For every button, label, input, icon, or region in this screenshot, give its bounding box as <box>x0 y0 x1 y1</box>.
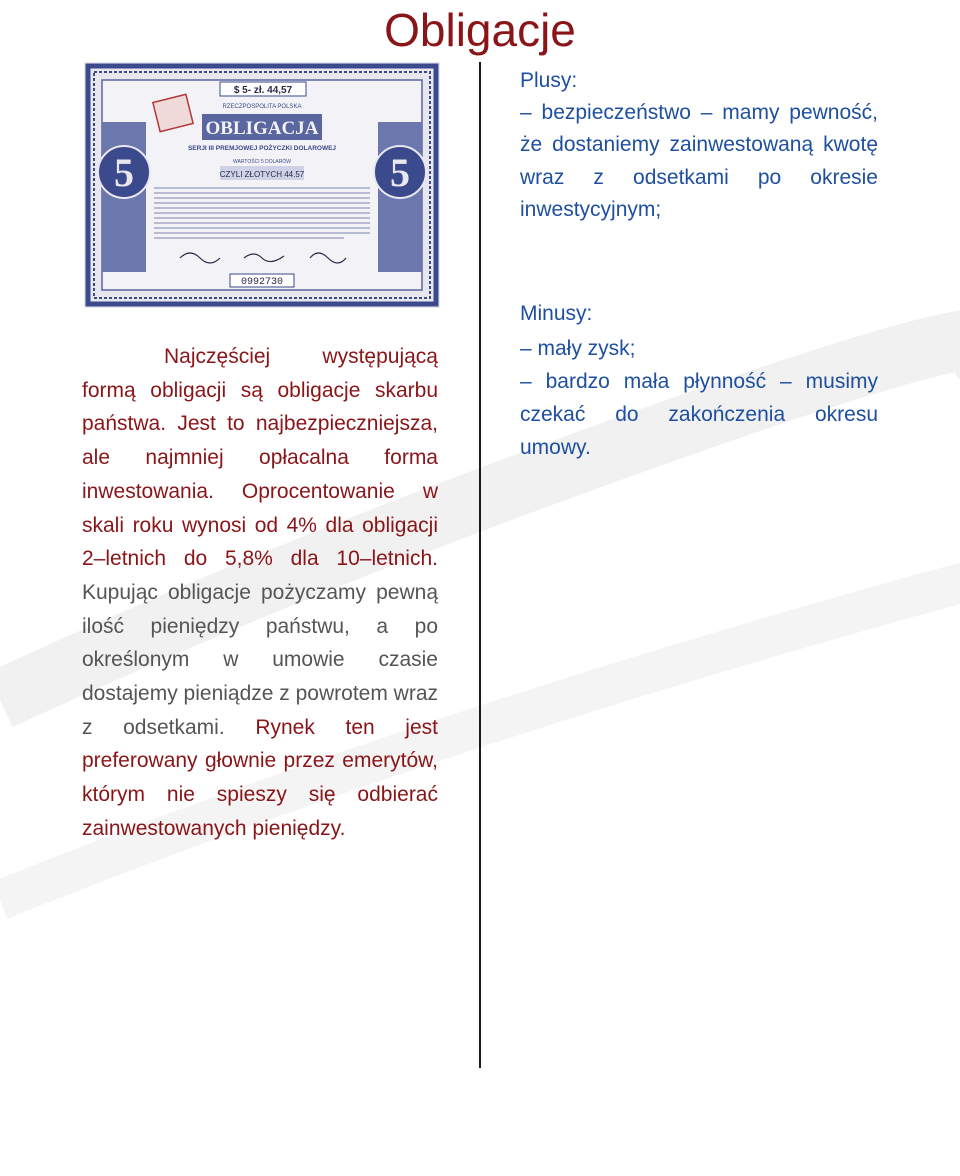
column-divider <box>479 62 481 1068</box>
bond-value-line: WARTOŚCI 5 DOLARÓW <box>233 159 291 165</box>
minusy-list <box>520 332 878 464</box>
paragraph-intro: Najczęściej występującą formą obligacji są obligacje skarbu państwa. Jest to najbezpieczniejsza, ale najmniej opłacalna forma inwestowania. Oprocentowanie w skali roku wynosi od 4% dla obligacji 2–letnich do 5,8% dla 10–letnich. <box>82 345 438 571</box>
bond-denomination-left: 5 <box>114 150 134 195</box>
bond-series: SERJI III PREMJOWEJ POŻYCZKI DOLAROWEJ <box>187 145 337 152</box>
page-title: Obligacje <box>384 4 576 56</box>
bond-heading: OBLIGACJA <box>205 118 319 139</box>
bond-number: 0992730 <box>240 277 284 288</box>
minusy-item: – mały zysk; <box>520 337 636 360</box>
minusy-item: – bardzo mała płynność – musimy czekać do zakończenia okresu umowy. <box>520 370 878 459</box>
plusy-text: – bezpieczeństwo – mamy pewność, że dostaniemy zainwestowaną kwotę wraz z odsetkami po okresie inwestycyjnym; <box>520 101 878 222</box>
bond-certificate-image <box>84 62 440 308</box>
bond-value-zloty: CZYLI ZŁOTYCH 44.57 <box>219 170 305 179</box>
bond-denomination-right: 5 <box>390 150 410 195</box>
paragraph-market: Rynek ten jest preferowany głownie przez emerytów, którym nie spieszy się odbierać zainwestowanych pieniędzy. <box>82 715 438 840</box>
bond-header: $ 5- zł. 44,57 <box>233 85 293 96</box>
bond-country: RZECZPOSPOLITA POLSKA <box>222 104 302 110</box>
paragraph-buying: Kupując obligacje pożyczamy pewną ilość pieniędzy państwu, a po określonym w umowie czasie dostajemy pieniądze z powrotem wraz z odsetkami. <box>82 580 438 739</box>
plusy-heading: Plusy: <box>520 69 578 92</box>
left-column-text <box>82 340 438 846</box>
minusy-heading: Minusy: <box>520 302 593 325</box>
